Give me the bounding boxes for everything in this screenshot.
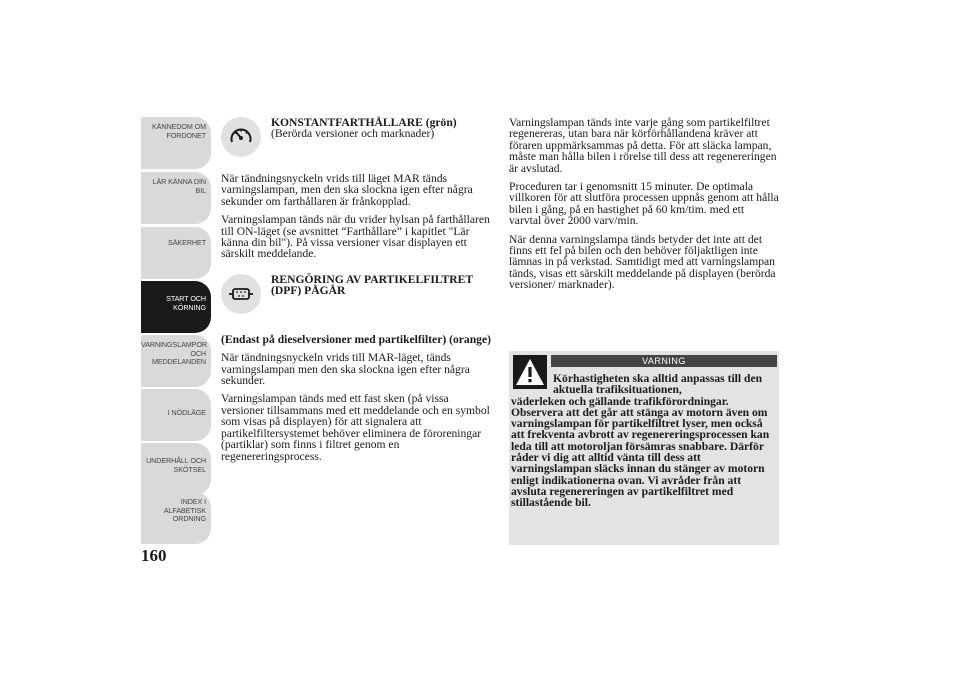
tab-start-och-korning[interactable]	[141, 281, 211, 333]
regeneration-paragraph-1: Varningslampan tänds inte varje gång som partikelfiltret regenereras, utan bara när körförhållandena kräver att föraren uppmärksammas på detta. För att släcka lampan, måste man hålla bilen i rörelse till dess att regenereringen är avslutad.	[509, 116, 777, 175]
dpf-note: (Endast på dieselversioner med partikelfilter) (orange)	[221, 332, 491, 346]
tab-sakerhet[interactable]	[141, 227, 211, 279]
tab-label: LÄR KÄNNA DIN BIL	[152, 177, 206, 195]
cruise-control-icon	[221, 117, 261, 157]
tab-label: SÄKERHET	[168, 238, 206, 247]
tab-label: VARNINGSLAMPOR OCH MEDDELANDEN	[141, 340, 207, 367]
tab-varningslampor-och-meddelanden[interactable]	[141, 335, 211, 387]
cruise-control-heading	[221, 117, 491, 161]
regeneration-paragraph-2: Proceduren tar i genomsnitt 15 minuter. De optimala villkoren för att slutföra processen uppnås genom att hålla bilen i gång, på en hastighet på 60 km/tim. med ett varvtal över 2000 varv/min.	[509, 180, 779, 228]
tab-lar-kanna-din-bil[interactable]	[141, 172, 211, 224]
left-column	[221, 117, 491, 469]
warning-lead: Körhastigheten ska alltid anpassas till den aktuella trafiksituationen,	[553, 372, 763, 397]
cruise-control-subtitle: (Berörda versioner och marknader)	[271, 127, 435, 141]
dpf-heading	[221, 274, 491, 322]
particle-filter-icon	[221, 274, 261, 314]
tab-underhall-och-skotsel[interactable]	[141, 443, 211, 495]
tab-index[interactable]	[141, 492, 211, 544]
tab-kannedom-om-fordonet[interactable]	[141, 117, 211, 169]
dpf-paragraph-1: När tändningsnyckeln vrids till MAR-läget, tänds varningslampan men den ska slockna igen efter några sekunder.	[221, 351, 470, 388]
warning-header: VARNING	[551, 355, 777, 367]
cruise-control-title: KONSTANTFARTHÅLLARE (grön)	[271, 116, 457, 129]
warning-text	[509, 373, 777, 509]
cruise-paragraph-1: När tändningsnyckeln vrids till läget MAR tänds varningslampan, men den ska slockna igen efter några sekunder om farthållaren är frånkopplad.	[221, 172, 473, 208]
dpf-paragraph-2: Varningslampan tänds med ett fast sken (på vissa versioner tillsammans med ett meddelande och en symbol som visas på displayen) för att signalera att partikelfiltersystemet behöver eliminera de föroreningar (partiklar) som finns i filtret genom en regenereringsprocess.	[221, 392, 490, 463]
tab-label: START OCH KÖRNING	[166, 294, 206, 312]
tab-label: INDEX I ALFABETISK ORDNING	[163, 497, 206, 524]
warning-body: väderleken och gällande trafikförordningar. Observera att det går att stänga av motorn även om varningslampan för partikelfiltret lyser, men också att frekventa avbrott av regenereringsprocessen kan leda till att motoroljan försämras snabbare. Därför råder vi dig att alltid vänta till dess att varningslampan släcks innan du stänger av motorn enligt indikationerna ovan. Vi avråder från att avsluta regenereringen av partikelfiltret med stillastående bil.	[511, 394, 770, 510]
page-number: 160	[141, 546, 167, 565]
right-column	[509, 117, 779, 298]
regeneration-paragraph-3: När denna varningslampa tänds betyder det inte att det finns ett fel på bilen och den behöver följaktligen inte lämnas in på verkstad. Samtidigt med att varningslampan tänds, visas ett särskilt meddelande på displayen (berörda versioner/ marknader).	[509, 232, 776, 292]
tab-i-nodlage[interactable]	[141, 389, 211, 441]
tab-label: UNDERHÅLL OCH SKÖTSEL	[146, 456, 206, 474]
tab-label: KÄNNEDOM OM FORDONET	[151, 122, 206, 140]
dpf-title: RENGÖRING AV PARTIKELFILTRET (DPF) PÅGÅR	[271, 272, 473, 298]
warning-box	[509, 351, 779, 545]
cruise-paragraph-2: Varningslampan tänds när du vrider hylsan på farthållaren till ON-läget (se avsnittet “Farthållare” i kapitlet "Lär känna din bil"). På vissa versioner visar displayen ett särskilt meddelande.	[221, 213, 490, 261]
tab-label: I NÖDLÄGE	[167, 408, 206, 417]
